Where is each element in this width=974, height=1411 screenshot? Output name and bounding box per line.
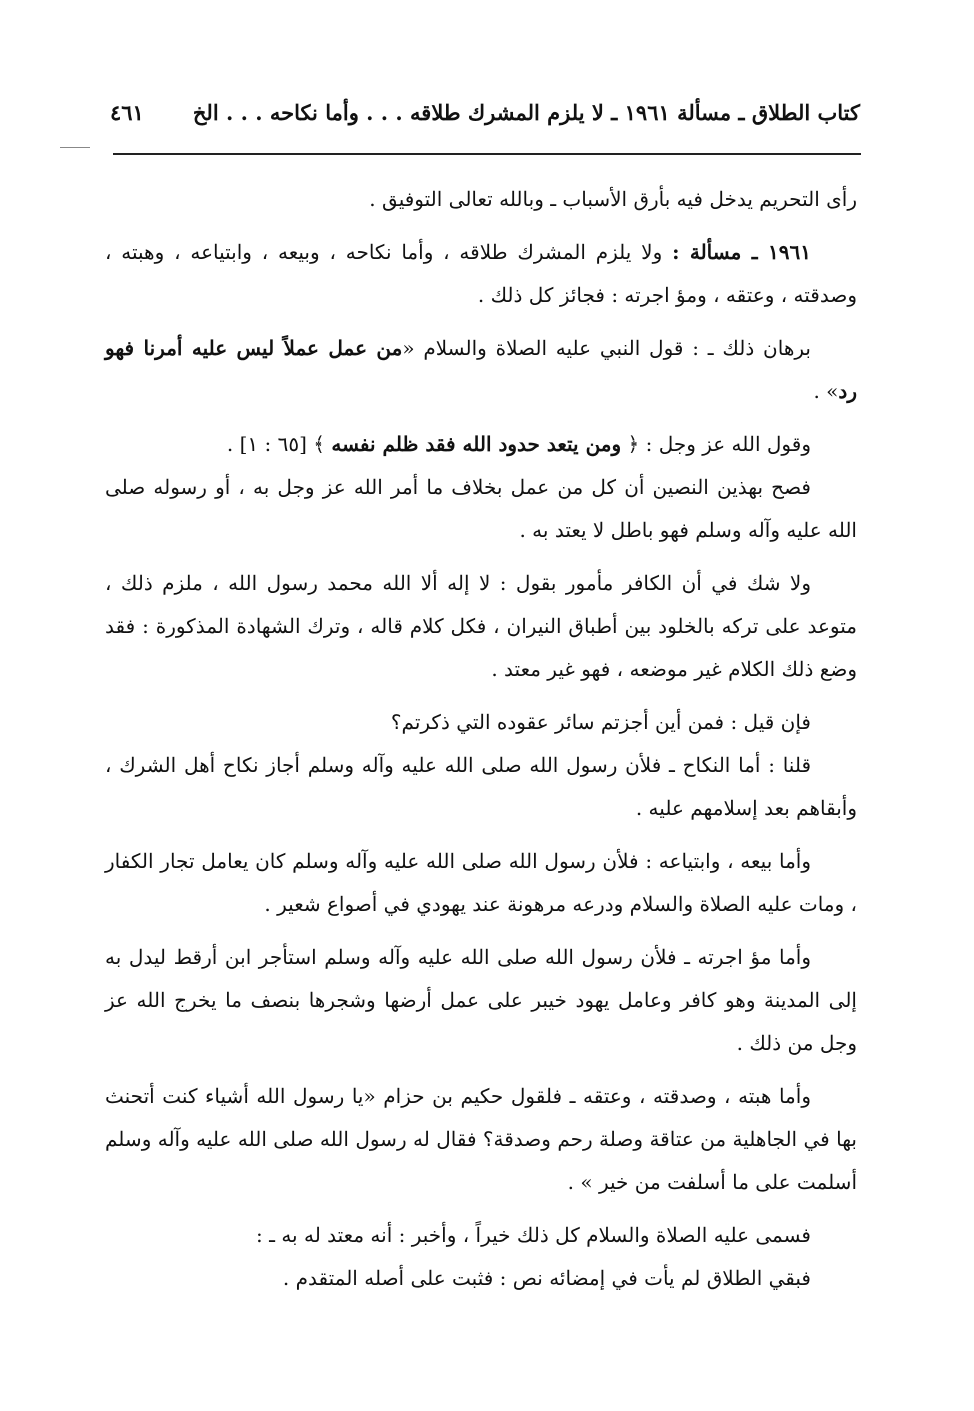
proof-close: » . <box>813 379 839 403</box>
paragraph-proof <box>105 327 857 413</box>
paragraph-kafir <box>105 562 857 691</box>
paragraph-marriage <box>105 744 857 830</box>
hire-text: وأما مؤ اجرته ـ فلأن رسول الله صلى الله عليه وآله وسلم استأجر ابن أرقط ليدل به إلى المدينة وهو كافر وعامل يهود خيبر على عمل أرضها وشجرها بنصف ما يخرج الله عز وجل من ذلك . <box>105 945 857 1055</box>
quran-verse: ومن يتعد حدود الله فقد ظلم نفسه <box>331 432 622 456</box>
paragraph-hire <box>105 936 857 1065</box>
conclusion-text: فصح بهذين النصين أن كل من عمل بخلاف ما أمر الله عز وجل به ، أو رسوله صلى الله عليه وآله وسلم فهو باطل لا يعتد به . <box>105 475 857 542</box>
paragraph-1-text: رأى التحريم يدخل فيه بأرق الأسباب ـ وبالله تعالى التوفيق . <box>369 187 857 211</box>
header-title: كتاب الطلاق ـ مسألة ١٩٦١ ـ لا يلزم المشرك طلاقه . . . وأما نكاحه . . . الخ <box>192 100 860 125</box>
divorce-remains-text: فبقي الطلاق لم يأت في إمضائه نص : فثبت على أصله المتقدم . <box>282 1266 811 1290</box>
page-number: ٤٦١ <box>110 100 144 125</box>
margin-mark <box>60 147 90 148</box>
running-header <box>110 100 860 140</box>
header-rule <box>113 153 861 155</box>
issue-number: ١٩٦١ ـ مسألة : <box>672 240 811 264</box>
paragraph-named-good <box>105 1214 857 1257</box>
quran-reference: ﴾ [٦٥ : ١] . <box>226 432 332 456</box>
proof-intro: برهان ذلك ـ : قول النبي عليه الصلاة والسلام « <box>402 336 811 360</box>
paragraph-trade <box>105 840 857 926</box>
paragraph-issue-1961 <box>105 231 857 317</box>
paragraph-question <box>105 701 857 744</box>
quran-intro: وقول الله عز وجل : ﴿ <box>621 432 811 456</box>
trade-text: وأما بيعه ، وابتياعه : فلأن رسول الله صلى الله عليه وآله وسلم كان يعامل تجار الكفار ، ومات عليه الصلاة والسلام ودرعه مرهونة عند يهودي في أصواع شعير . <box>105 849 857 916</box>
paragraph-1 <box>105 178 857 221</box>
paragraph-gift <box>105 1075 857 1204</box>
named-good-text: فسمى عليه الصلاة والسلام كل ذلك خيراً ، وأخبر : أنه معتد له به ـ : <box>256 1223 811 1247</box>
paragraph-divorce-remains <box>105 1257 857 1300</box>
paragraph-quran <box>105 423 857 466</box>
body-text <box>105 178 857 1300</box>
hadith-quote: من عمل عملاً ليس عليه أمرنا فهو رد <box>105 336 857 403</box>
question-text: فإن قيل : فمن أين أجزتم سائر عقوده التي ذكرتم؟ <box>390 710 811 734</box>
marriage-text: قلنا : أما النكاح ـ فلأن رسول الله صلى الله عليه وآله وسلم أجاز نكاح أهل الشرك ، وأبقاهم بعد إسلامهم عليه . <box>105 753 857 820</box>
kafir-text: ولا شك في أن الكافر مأمور بقول : لا إله ألا الله محمد رسول الله ، ملزم ذلك ، متوعد على تركه بالخلود بين أطباق النيران ، فكل كلام قاله ، وترك الشهادة المذكورة : فقد وضع ذلك الكلام غير موضعه ، فهو غير معتد . <box>105 571 857 681</box>
gift-text: وأما هبته ، وصدقته ، وعتقه ـ فلقول حكيم بن حزام «يا رسول الله أشياء كنت أتحنث بها في الجاهلية من عتاقة وصلة رحم وصدقة؟ فقال له رسول الله صلى الله عليه وآله وسلم أسلمت على ما أسلفت من خير » . <box>105 1084 857 1194</box>
issue-text: ولا يلزم المشرك طلاقه ، وأما نكاحه ، وبيعه ، وابتياعه ، وهبته ، وصدقته ، وعتقه ، ومؤ اجرته : فجائز كل ذلك . <box>105 240 857 307</box>
paragraph-conclusion <box>105 466 857 552</box>
